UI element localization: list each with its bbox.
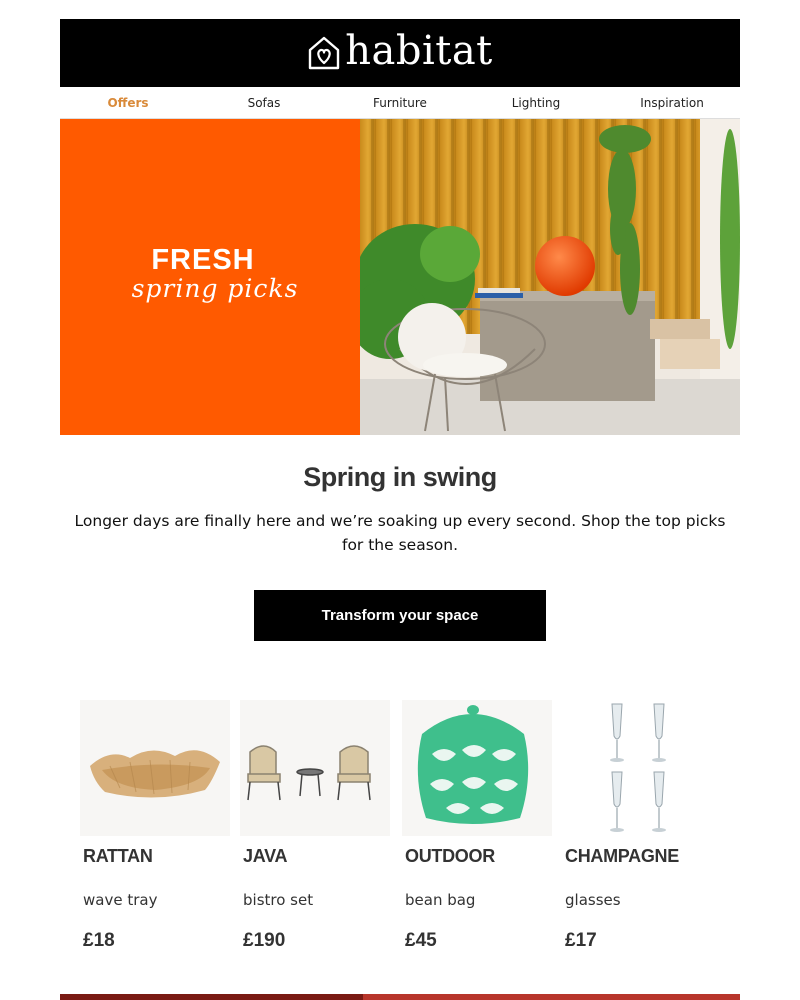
hero-subtitle: spring picks xyxy=(131,273,299,303)
hero-banner[interactable] xyxy=(60,119,740,435)
hero-scene-illustration xyxy=(360,119,740,435)
product-card-rattan-tray[interactable] xyxy=(60,700,210,970)
hero-title: FRESH xyxy=(151,243,255,276)
product-desc: wave tray xyxy=(83,891,158,909)
bean-bag-icon xyxy=(402,700,552,836)
product-card-bistro-set[interactable] xyxy=(220,700,370,970)
nav-item-offers[interactable]: Offers xyxy=(107,96,149,110)
hero-text-panel[interactable] xyxy=(60,119,360,435)
product-price: £45 xyxy=(405,930,437,951)
product-card-champagne-glasses[interactable] xyxy=(542,700,692,970)
email-container xyxy=(60,0,740,1000)
nav-item-inspiration[interactable]: Inspiration xyxy=(640,96,704,110)
brand-logo[interactable] xyxy=(307,28,493,74)
product-card-bean-bag[interactable] xyxy=(382,700,532,970)
rattan-tray-icon xyxy=(80,700,230,836)
product-price: £18 xyxy=(83,930,115,951)
section-headline: Spring in swing xyxy=(303,462,497,492)
product-desc: bistro set xyxy=(243,891,314,909)
nav-item-furniture[interactable]: Furniture xyxy=(373,96,427,110)
house-heart-icon xyxy=(307,35,341,71)
product-desc: bean bag xyxy=(405,891,476,909)
transform-space-button[interactable]: Transform your space xyxy=(254,590,546,641)
champagne-glasses-icon xyxy=(562,700,712,836)
product-price: £190 xyxy=(243,930,286,951)
nav-item-lighting[interactable]: Lighting xyxy=(511,96,561,110)
nav-item-sofas[interactable]: Sofas xyxy=(247,96,281,110)
product-name: CHAMPAGNE xyxy=(565,846,679,866)
product-grid xyxy=(60,700,740,970)
product-name: OUTDOOR xyxy=(405,846,495,866)
next-banner-right xyxy=(363,994,740,1000)
brand-wordmark: habitat xyxy=(345,28,493,74)
main-nav xyxy=(60,87,740,119)
logo-bar[interactable] xyxy=(60,19,740,87)
product-name: JAVA xyxy=(243,846,288,866)
next-banner-strip[interactable] xyxy=(60,994,740,1000)
product-price: £17 xyxy=(565,930,597,951)
section-body-text: Longer days are finally here and we’re soaking up every second. Shop the top picks for the season. xyxy=(74,512,726,554)
bistro-set-icon xyxy=(240,700,390,836)
next-banner-left xyxy=(60,994,363,1000)
hero-image[interactable] xyxy=(360,119,740,435)
product-name: RATTAN xyxy=(83,846,153,866)
product-desc: glasses xyxy=(565,891,621,909)
